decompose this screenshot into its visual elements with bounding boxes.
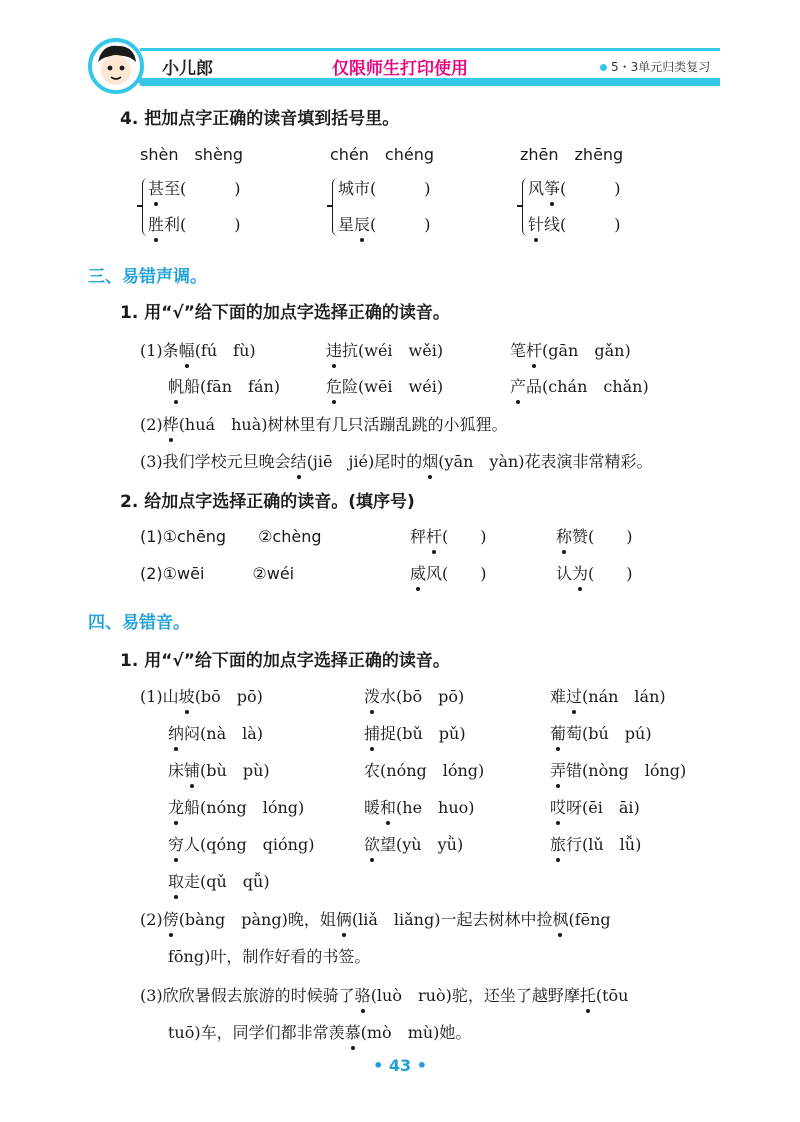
sec3-q2-title: 2. 给加点字选择正确的读音。(填序号)	[120, 492, 415, 512]
q4-pinyin-2: chén chéng	[330, 145, 435, 164]
sec4-item: 纳闷(nà là)	[168, 721, 263, 744]
sec4-item: 取走(qǔ qǚ)	[168, 869, 270, 892]
sec3-q2-options-2: (2)①wēi ②wéi	[140, 564, 295, 583]
q4-title: 4. 把加点字正确的读音填到括号里。	[120, 109, 400, 129]
q4-item: 星辰( )	[338, 212, 431, 235]
sec3-item: 威风( )	[410, 561, 487, 584]
sec4-q1-title: 1. 用“√”给下面的加点字选择正确的读音。	[120, 651, 450, 671]
sec4-paragraph-3-line1: (3)欣欣暑假去旅游的时候骑了骆(luò ruò)驼，还坐了越野摩托(tōu	[140, 983, 628, 1006]
sec3-item: (1)条幅(fú fù)	[140, 338, 256, 361]
sec4-item: 难过(nán lán)	[550, 684, 666, 707]
q4-item: 甚至( )	[148, 176, 241, 199]
unit-label: 5・3单元归类复习	[600, 58, 710, 75]
q4-item: 风筝( )	[528, 176, 621, 199]
sec4-item: 弄错(nòng lóng)	[550, 758, 686, 781]
q4-item: 针线( )	[528, 212, 621, 235]
sec3-sentence-2: (2)桦(huá huà)树林里有几只活蹦乱跳的小狐狸。	[140, 412, 507, 435]
sec3-item: 违抗(wéi wěi)	[326, 338, 443, 361]
bullet-icon	[600, 64, 607, 71]
q4-pinyin-1: shèn shèng	[140, 145, 244, 164]
sec3-item: 产品(chán chǎn)	[510, 374, 649, 397]
sec4-paragraph-2-line1: (2)傍(bàng pàng)晚，姐俩(liǎ liǎng)一起去树林中捡枫(fēng	[140, 907, 611, 930]
sec4-item: 捕捉(bǔ pǔ)	[364, 721, 466, 744]
sec4-item: 农(nóng lóng)	[364, 761, 485, 780]
sec4-item: 哎呀(ēi āi)	[550, 795, 640, 818]
q4-item: 胜利( )	[148, 212, 241, 235]
sec4-item: 穷人(qóng qióng)	[168, 832, 314, 855]
sec4-item: 欲望(yù yǜ)	[364, 832, 463, 855]
sec3-item: 认为( )	[556, 561, 633, 584]
section-3-heading: 三、易错声调。	[88, 267, 207, 287]
sec3-q1-title: 1. 用“√”给下面的加点字选择正确的读音。	[120, 303, 450, 323]
section-4-heading: 四、易错音。	[88, 613, 190, 633]
brand-name: 小儿郎	[162, 59, 213, 79]
sec3-item: 称赞( )	[556, 524, 633, 547]
sec3-sentence-3: (3)我们学校元旦晚会结(jiē jié)尾时的烟(yān yàn)花表演非常精彩。	[140, 449, 653, 472]
sec4-item: 暖和(he huo)	[364, 795, 475, 818]
sec4-item: 床铺(bù pù)	[168, 758, 270, 781]
sec4-item: 旅行(lǔ lǚ)	[550, 832, 641, 855]
sec3-item: 危险(wēi wéi)	[326, 374, 443, 397]
sec4-item: (1)山坡(bō pō)	[140, 684, 263, 707]
sec4-paragraph-3-line2: tuō)车，同学们都非常羡慕(mò mù)她。	[168, 1020, 471, 1043]
sec4-item: 泼水(bō pō)	[364, 684, 464, 707]
sec3-item: 笔杆(gān gǎn)	[510, 338, 631, 361]
sec4-paragraph-2-line2: fōng)叶，制作好看的书签。	[168, 947, 371, 966]
page-number: • 43 •	[373, 1056, 427, 1075]
sec4-item: 葡萄(bú pú)	[550, 721, 652, 744]
q4-pinyin-3: zhēn zhēng	[520, 145, 624, 164]
sec3-item: 帆船(fān fán)	[168, 374, 280, 397]
sec3-q2-options-1: (1)①chēng ②chèng	[140, 527, 322, 546]
sec3-item: 秤杆( )	[410, 524, 487, 547]
sec4-item: 龙船(nóng lóng)	[168, 795, 304, 818]
q4-item: 城市( )	[338, 179, 431, 198]
print-notice: 仅限师生打印使用	[332, 59, 468, 79]
